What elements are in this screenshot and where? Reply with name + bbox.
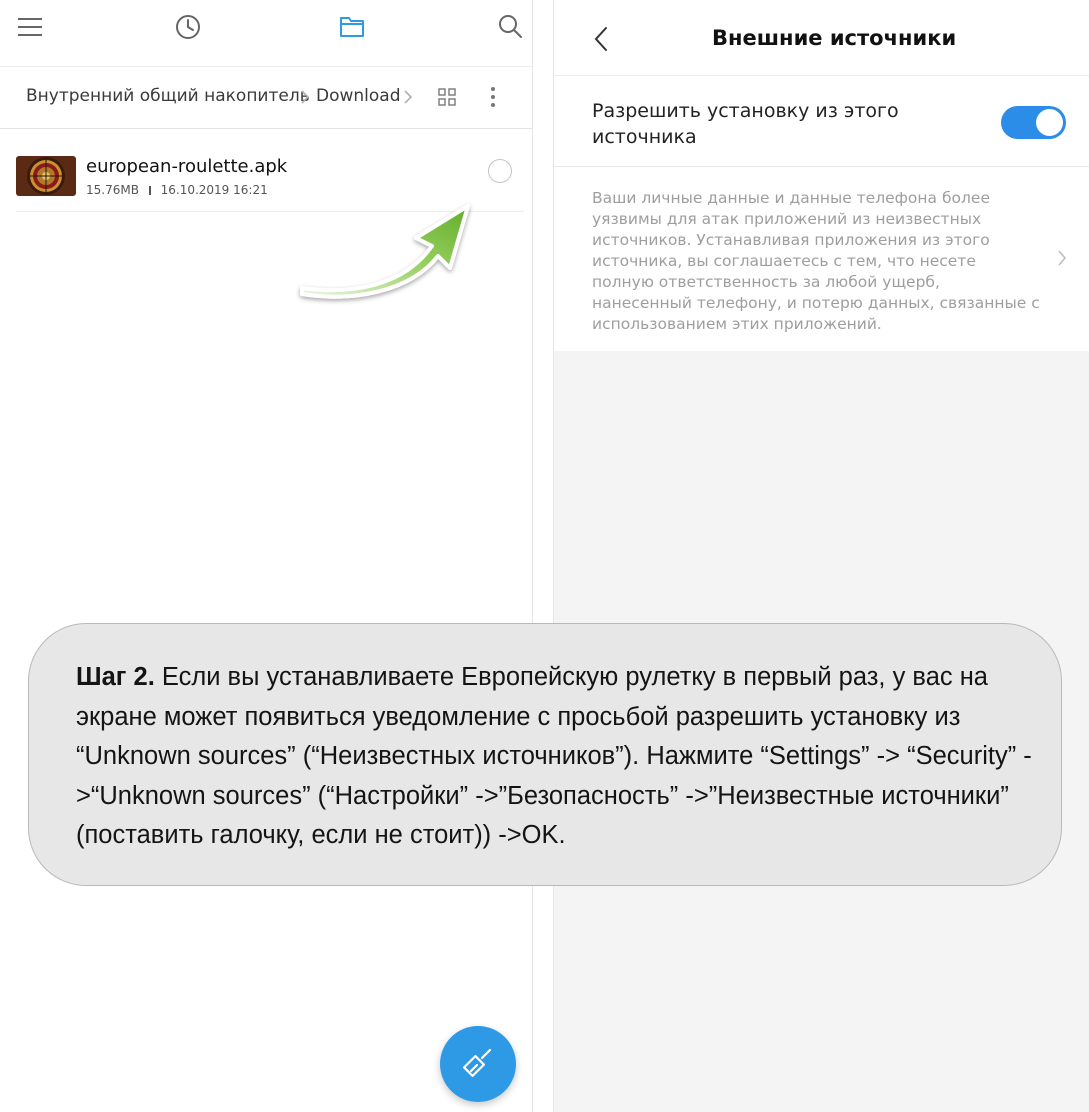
clean-icon	[460, 1046, 496, 1082]
back-icon[interactable]	[594, 26, 608, 52]
breadcrumb-chevron-icon	[403, 89, 413, 105]
file-manager-screen	[0, 0, 532, 1112]
instruction-text	[76, 658, 1041, 856]
more-icon[interactable]	[490, 86, 496, 108]
file-manager-toolbar	[0, 0, 532, 67]
select-checkbox[interactable]	[488, 159, 512, 183]
chevron-right-icon	[1057, 249, 1067, 267]
toggle-knob	[1036, 109, 1063, 136]
breadcrumb-folder[interactable]: Download	[316, 86, 401, 106]
step-description: Если вы устанавливаете Европейскую рулетку в первый раз, у вас на экране может появиться уведомление с просьбой разрешить установку из “Unknown sources” (“Неизвестных источников”). Нажмите “Settings” -> “Security” ->“Unknown sources” (“Настройки” ->”Безопасность” ->”Неизвестные источники” (поставить галочку, если не стоит)) ->OK.	[76, 663, 1032, 849]
toggle-label: Разрешить установку из этого источника	[592, 100, 899, 148]
instruction-callout	[28, 623, 1062, 886]
file-size: 15.76MB	[86, 183, 139, 197]
file-name: european-roulette.apk	[86, 156, 288, 177]
history-icon[interactable]	[175, 14, 201, 40]
file-meta	[86, 183, 268, 197]
allow-install-toggle[interactable]	[1001, 106, 1066, 139]
menu-icon[interactable]	[18, 16, 42, 38]
breadcrumb-chevron-icon	[300, 89, 310, 105]
meta-separator	[149, 186, 151, 195]
roulette-thumbnail	[16, 156, 76, 196]
warning-card[interactable]	[554, 167, 1089, 351]
step-label: Шаг 2.	[76, 663, 155, 691]
pointer-arrow-icon	[292, 196, 480, 306]
folder-icon[interactable]	[339, 14, 365, 38]
grid-view-icon[interactable]	[438, 88, 456, 106]
settings-screen	[554, 0, 1089, 1112]
breadcrumb-storage[interactable]: Внутренний общий накопитель	[26, 86, 310, 106]
screen-divider	[532, 0, 554, 1112]
allow-install-row[interactable]	[554, 76, 1089, 167]
settings-header	[554, 0, 1089, 76]
search-icon[interactable]	[497, 13, 523, 39]
clean-button[interactable]	[440, 1026, 516, 1102]
warning-text: Ваши личные данные и данные телефона более уязвимы для атак приложений из неизвестных источников. Устанавливая приложения из этого источника, вы соглашаетесь с тем, что несете полную ответственность за любой ущерб, нанесенный телефону, и потерю данных, связанные с использованием этих приложений.	[592, 189, 1040, 333]
page-title: Внешние источники	[712, 26, 957, 50]
file-date: 16.10.2019 16:21	[160, 183, 268, 197]
